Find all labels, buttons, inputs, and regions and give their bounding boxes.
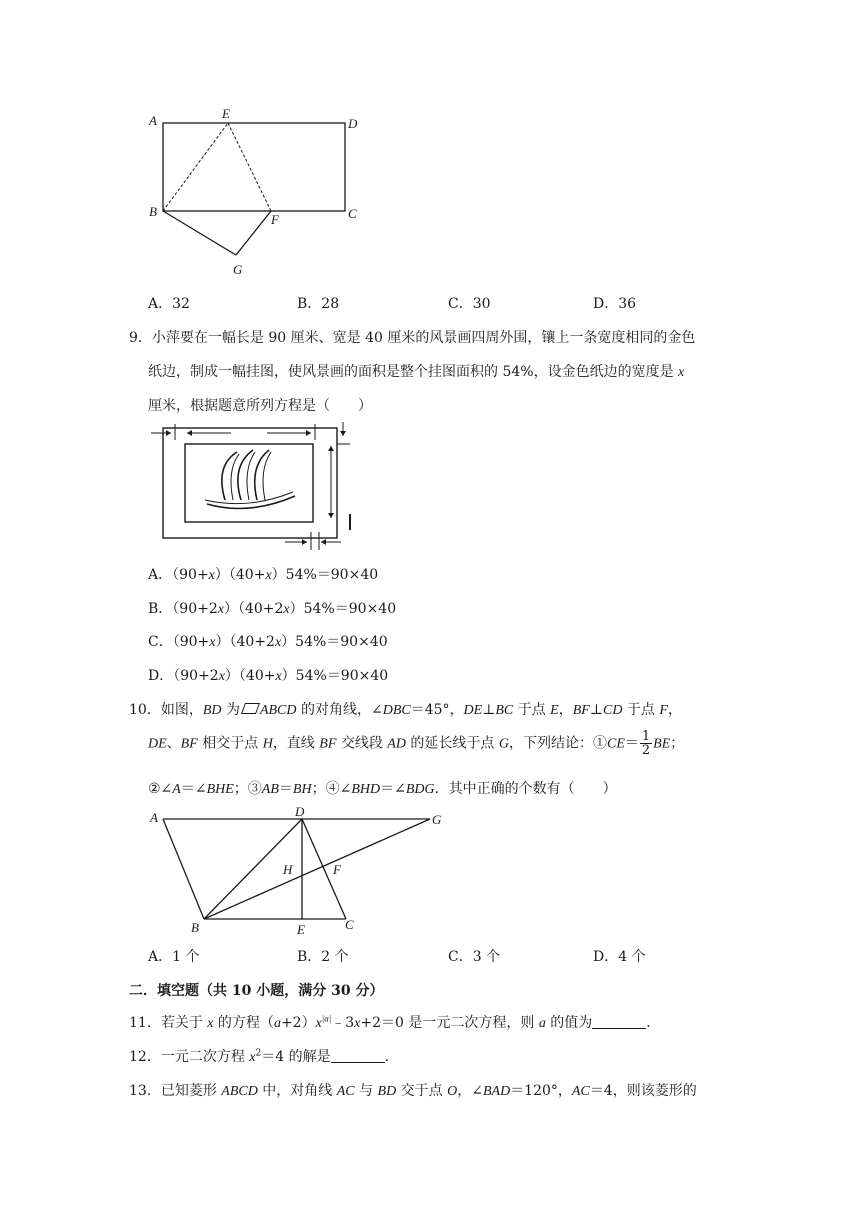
q8-label-f: F xyxy=(271,212,279,227)
q9-arrowhead xyxy=(166,430,171,436)
q8-label-d: D xyxy=(348,116,358,131)
var: CD xyxy=(603,703,623,718)
text: ；④∠ xyxy=(311,781,352,797)
q8-line-bg xyxy=(163,211,236,255)
q8-label-e: E xyxy=(222,106,230,121)
exponent: 2 xyxy=(255,1048,262,1059)
q9-arrowhead xyxy=(187,430,192,436)
option-var: x xyxy=(275,669,282,684)
var: BC xyxy=(495,703,514,718)
text: ＝45°， xyxy=(410,702,464,718)
q9-line-3: 厘米，根据题意所列方程是（ ） xyxy=(148,398,372,414)
var: x xyxy=(354,1016,361,1031)
var: H xyxy=(262,736,273,752)
q9-sailboat-drawing xyxy=(205,450,295,509)
text: +2） xyxy=(280,1015,316,1031)
text: ； xyxy=(670,735,685,752)
q8-label-a: A xyxy=(149,113,157,128)
q8-option-a[interactable] xyxy=(148,293,190,313)
option-text: ）54%＝90×40 xyxy=(271,567,379,583)
q8-label-c: C xyxy=(348,206,357,221)
q12 xyxy=(129,1046,399,1066)
text: ，下列结论：① xyxy=(508,735,607,752)
var: A xyxy=(172,782,181,797)
text: ＝∠ xyxy=(180,781,207,797)
q9-line-1: 9．小萍要在一幅长是 90 厘米、宽是 40 厘米的风景画四周外围，镶上一条宽度相同的金色 xyxy=(129,330,696,346)
var: ABCD xyxy=(259,703,297,718)
var: BHE xyxy=(206,782,234,797)
q10-label-a: A xyxy=(150,810,158,825)
option-key: D． xyxy=(593,296,619,312)
option-text: 30 xyxy=(472,296,491,312)
q8-dashed-be xyxy=(163,123,228,211)
q10-option-a[interactable] xyxy=(148,946,199,966)
text: 的值为 xyxy=(545,1015,593,1031)
text: 10．如图， xyxy=(129,702,203,718)
q9-line-2-text: 纸边，制成一幅挂图，使风景画的面积是整个挂图面积的 54%，设金色纸边的宽度是 xyxy=(148,364,674,380)
text: 相交于点 xyxy=(197,735,263,752)
var: ABCD xyxy=(221,1084,258,1099)
var: BH xyxy=(292,782,312,797)
var: BF xyxy=(319,736,337,752)
option-text: 2 个 xyxy=(321,949,349,965)
text: ②∠ xyxy=(148,781,173,797)
option-key: B． xyxy=(297,949,322,965)
q8-option-d[interactable] xyxy=(593,293,636,313)
var: AB xyxy=(261,782,279,797)
option-var: x xyxy=(274,635,282,650)
var: BAD xyxy=(482,1084,511,1099)
option-var: x xyxy=(209,635,216,650)
q10-label-b: B xyxy=(191,920,199,935)
text: ．其中正确的个数有（ ） xyxy=(434,781,617,797)
text: ＝4 的解是 xyxy=(261,1049,331,1065)
q9-arrowhead xyxy=(328,446,334,451)
option-key: B． xyxy=(297,296,322,312)
text: ﹣3 xyxy=(331,1015,355,1031)
var: BD xyxy=(202,703,222,718)
q10-line-bg xyxy=(204,819,430,919)
text: 11．若关于 xyxy=(129,1015,208,1031)
text: 交于点 xyxy=(396,1083,448,1099)
option-text: ）54%＝90×40 xyxy=(289,601,397,617)
fraction-one-half xyxy=(640,730,652,757)
q13 xyxy=(129,1080,697,1100)
var: O xyxy=(447,1084,458,1099)
text: 于点 xyxy=(622,702,660,718)
var: BHD xyxy=(351,782,381,797)
var: BE xyxy=(653,736,671,752)
var: DE xyxy=(463,703,483,718)
option-text: 4 个 xyxy=(618,949,646,965)
text: ＝4，则该菱形的 xyxy=(589,1083,697,1099)
option-text: 3 个 xyxy=(472,949,501,965)
var: AC xyxy=(336,1084,355,1099)
option-text: （90+ xyxy=(172,634,210,650)
q9-var-x: x xyxy=(678,365,685,380)
q10-line-3 xyxy=(148,778,617,798)
var: x xyxy=(207,1016,214,1031)
option-key: C． xyxy=(148,634,173,650)
var: BD xyxy=(377,1084,397,1099)
q8-dashed-ef xyxy=(228,123,271,211)
exponent: |a| xyxy=(321,1013,332,1024)
var: AD xyxy=(387,736,406,752)
option-text: 32 xyxy=(172,296,190,312)
option-text: 1 个 xyxy=(172,949,200,965)
option-key: D． xyxy=(148,668,174,684)
q10-label-f: F xyxy=(333,862,341,877)
option-key: B． xyxy=(148,601,173,617)
option-key: C． xyxy=(448,949,473,965)
text: ，∠ xyxy=(457,1083,483,1099)
text: ；③ xyxy=(233,781,262,797)
q9-arrowhead xyxy=(328,513,334,518)
var: E xyxy=(550,703,559,718)
option-var: x xyxy=(208,568,215,583)
var: G xyxy=(498,736,509,752)
q9-inner-painting xyxy=(185,444,313,522)
q8-figure xyxy=(140,104,380,284)
option-key: A． xyxy=(148,949,173,965)
q10-option-c[interactable] xyxy=(448,946,500,966)
text: ， xyxy=(558,702,573,718)
option-text: ）（40+ xyxy=(214,567,266,583)
option-key: A． xyxy=(148,296,173,312)
q8-label-b: B xyxy=(149,204,157,219)
option-text: （90+ xyxy=(172,567,209,583)
q8-line-gf xyxy=(236,211,271,255)
var: BF xyxy=(180,736,198,752)
option-var: x xyxy=(217,602,224,617)
text: ⊥ xyxy=(482,702,496,718)
text: 12．一元二次方程 xyxy=(129,1049,250,1065)
q10-label-d: D xyxy=(295,804,305,819)
parallelogram-symbol xyxy=(241,703,260,714)
text: ． xyxy=(384,1049,399,1065)
answer-blank[interactable] xyxy=(592,1014,646,1029)
option-text: ）54%＝90×40 xyxy=(281,668,389,684)
var: DBC xyxy=(382,703,411,718)
option-text: ）（40+2 xyxy=(223,601,284,617)
text: 交线段 xyxy=(336,735,388,752)
var: a xyxy=(273,1016,281,1031)
text: +2＝0 是一元二次方程，则 xyxy=(360,1015,539,1031)
q8-option-c[interactable] xyxy=(448,293,491,313)
text: 中，对角线 xyxy=(257,1083,337,1099)
q10-label-e: E xyxy=(297,922,305,937)
q10-label-g: G xyxy=(432,812,442,827)
option-key: A． xyxy=(148,567,173,583)
q10-option-d[interactable] xyxy=(593,946,646,966)
section-heading: 二．填空题（共 10 小题，满分 30 分） xyxy=(129,983,384,999)
q10-line-2 xyxy=(148,730,684,757)
option-text: 36 xyxy=(618,296,637,312)
text: ⊥ xyxy=(589,702,604,718)
q9-arrowhead xyxy=(306,430,311,436)
q10-label-c: C xyxy=(345,917,354,932)
text: 为 xyxy=(221,702,240,718)
option-text: 28 xyxy=(321,296,340,312)
text: 13．已知菱形 xyxy=(129,1083,222,1099)
text: 的方程（ xyxy=(213,1015,274,1031)
q9-arrowhead xyxy=(321,539,326,545)
option-var: x xyxy=(265,568,272,583)
q9-option-c[interactable] xyxy=(148,631,388,651)
text: 于点 xyxy=(513,702,551,718)
option-key: C． xyxy=(448,296,473,312)
text: ＝120°， xyxy=(510,1083,572,1099)
option-text: ）54%＝90×40 xyxy=(281,634,388,650)
q9-option-d[interactable] xyxy=(148,665,388,685)
var: x xyxy=(249,1050,256,1065)
option-var: x xyxy=(218,669,225,684)
var: AC xyxy=(571,1084,590,1099)
q10-option-b[interactable] xyxy=(297,946,349,966)
var: F xyxy=(659,703,668,718)
option-text: （90+2 xyxy=(173,668,219,684)
text: ，直线 xyxy=(272,735,320,752)
option-text: （90+2 xyxy=(172,601,218,617)
var: a xyxy=(538,1016,546,1031)
text: 与 xyxy=(354,1083,378,1099)
text: ＝ xyxy=(624,735,639,752)
text: ． xyxy=(646,1015,661,1031)
fraction-denominator: 2 xyxy=(641,743,651,758)
option-text: ）（40+ xyxy=(224,668,276,684)
var: BDG xyxy=(405,782,435,797)
q8-option-b[interactable] xyxy=(297,293,339,313)
text: ， xyxy=(667,702,682,718)
q9-arrowhead xyxy=(340,431,346,436)
option-key: D． xyxy=(593,949,619,965)
q9-arrowhead xyxy=(302,539,307,545)
q8-label-g: G xyxy=(233,262,243,277)
text: ＝ xyxy=(278,781,293,797)
var: x xyxy=(315,1016,322,1031)
q9-figure xyxy=(145,420,360,552)
text: 的延长线于点 xyxy=(405,735,499,752)
q10-label-h: H xyxy=(283,862,293,877)
var: CE xyxy=(606,736,625,752)
answer-blank[interactable] xyxy=(331,1048,385,1063)
fraction-numerator: 1 xyxy=(641,729,651,744)
var: BF xyxy=(572,703,590,718)
text: 、 xyxy=(166,735,181,752)
q9-line-2 xyxy=(148,361,684,381)
text: ＝∠ xyxy=(380,781,406,797)
q9-option-b[interactable] xyxy=(148,598,396,618)
option-text: ）（40+2 xyxy=(215,634,275,650)
text: 的对角线，∠ xyxy=(296,702,383,718)
option-var: x xyxy=(283,602,290,617)
var: DE xyxy=(148,736,167,752)
q10-line-ab xyxy=(163,819,204,919)
q9-option-a[interactable] xyxy=(148,564,378,584)
q10-figure xyxy=(140,802,460,942)
q10-line-1 xyxy=(129,699,682,719)
q11 xyxy=(129,1012,660,1032)
q8-rectangle xyxy=(163,123,345,211)
